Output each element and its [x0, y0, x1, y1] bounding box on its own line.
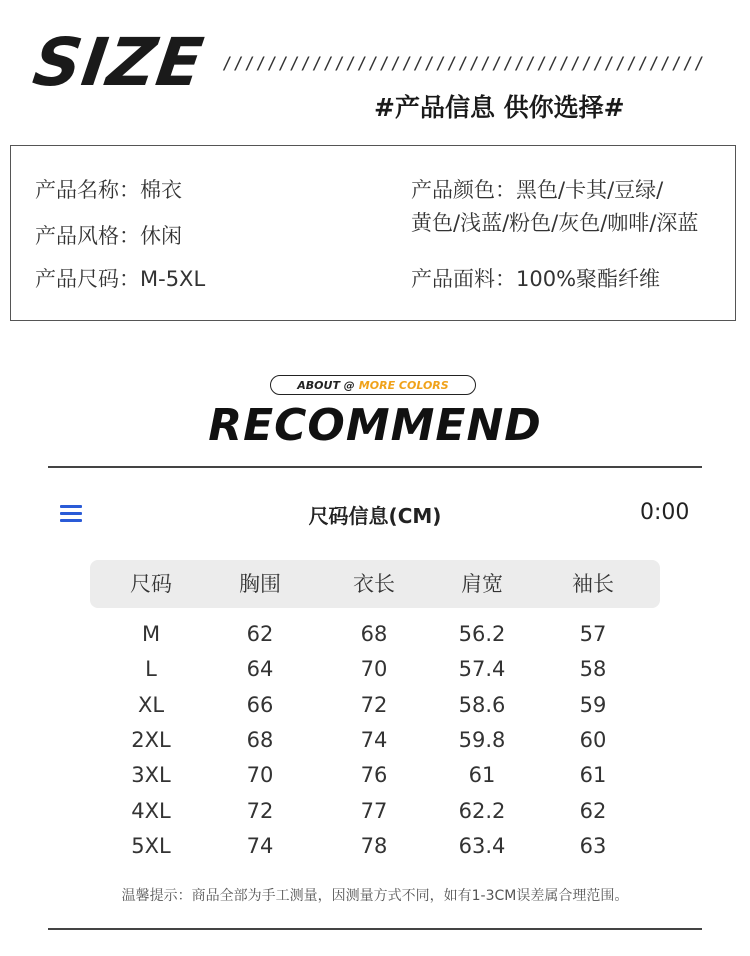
about-more-colors-badge [270, 375, 476, 395]
decorative-slashes: /////////////////////////////////////////// [222, 54, 706, 74]
table-cell: XL [137, 692, 165, 717]
size-table-title: 尺码信息(CM) [308, 504, 442, 528]
table-cell: 3XL [131, 763, 171, 788]
table-cell: L [145, 657, 157, 682]
table-cell: M [141, 622, 161, 646]
table-cell: 58.6 [458, 692, 506, 717]
time-display: 0:00 [640, 500, 690, 525]
more-colors-label: MORE COLORS [358, 378, 449, 392]
table-cell: 61 [468, 763, 496, 788]
table-cell: 4XL [131, 798, 171, 823]
table-cell: 5XL [131, 833, 171, 858]
table-cell: 56.2 [458, 622, 506, 646]
product-colors-line1: 产品颜色：黑色/卡其/豆绿/ [411, 178, 664, 202]
product-size-range: 产品尺码：M-5XL [35, 267, 206, 291]
table-cell: 63 [579, 833, 607, 858]
table-cell: 2XL [131, 727, 171, 752]
divider-top [48, 466, 702, 468]
measurement-note: 温馨提示：商品全部为手工测量，因测量方式不同，如有1-3CM误差属合理范围。 [121, 888, 629, 904]
product-style: 产品风格：休闲 [35, 224, 182, 248]
divider-bottom [48, 928, 702, 930]
table-cell: 74 [360, 727, 388, 752]
table-cell: 62.2 [458, 798, 506, 823]
about-label: ABOUT @ [297, 378, 355, 392]
size-title: SIZE [28, 24, 209, 101]
product-name: 产品名称：棉衣 [35, 178, 182, 202]
table-cell: 78 [360, 833, 388, 858]
table-cell: 72 [360, 692, 388, 717]
table-cell: 62 [246, 622, 274, 646]
table-header-cell: 尺码 [130, 572, 172, 596]
table-cell: 68 [246, 727, 274, 752]
table-cell: 58 [579, 657, 607, 682]
table-cell: 72 [246, 798, 274, 823]
table-cell: 62 [579, 798, 607, 823]
table-cell: 70 [246, 763, 274, 788]
table-header-cell: 衣长 [353, 572, 395, 596]
table-cell: 76 [360, 763, 388, 788]
table-cell: 59.8 [458, 727, 506, 752]
table-header-cell: 胸围 [239, 572, 281, 596]
table-cell: 57 [579, 622, 607, 646]
table-cell: 68 [360, 622, 388, 646]
table-cell: 66 [246, 692, 274, 717]
table-cell: 61 [579, 763, 607, 788]
table-cell: 57.4 [458, 657, 506, 682]
product-fabric: 产品面料：100%聚酯纤维 [411, 267, 661, 291]
table-cell: 74 [246, 833, 274, 858]
table-header-cell: 袖长 [572, 572, 614, 596]
product-colors-line2: 黄色/浅蓝/粉色/灰色/咖啡/深蓝 [411, 211, 699, 235]
table-cell: 70 [360, 657, 388, 682]
table-cell: 63.4 [458, 833, 506, 858]
product-info-subtitle: #产品信息 供你选择# [374, 93, 625, 122]
recommend-title: RECOMMEND [208, 400, 542, 451]
table-cell: 64 [246, 657, 274, 682]
table-cell: 59 [579, 692, 607, 717]
table-header-cell: 肩宽 [461, 572, 503, 596]
product-info-box [10, 145, 736, 321]
table-cell: 60 [579, 727, 607, 752]
table-cell: 77 [360, 798, 388, 823]
